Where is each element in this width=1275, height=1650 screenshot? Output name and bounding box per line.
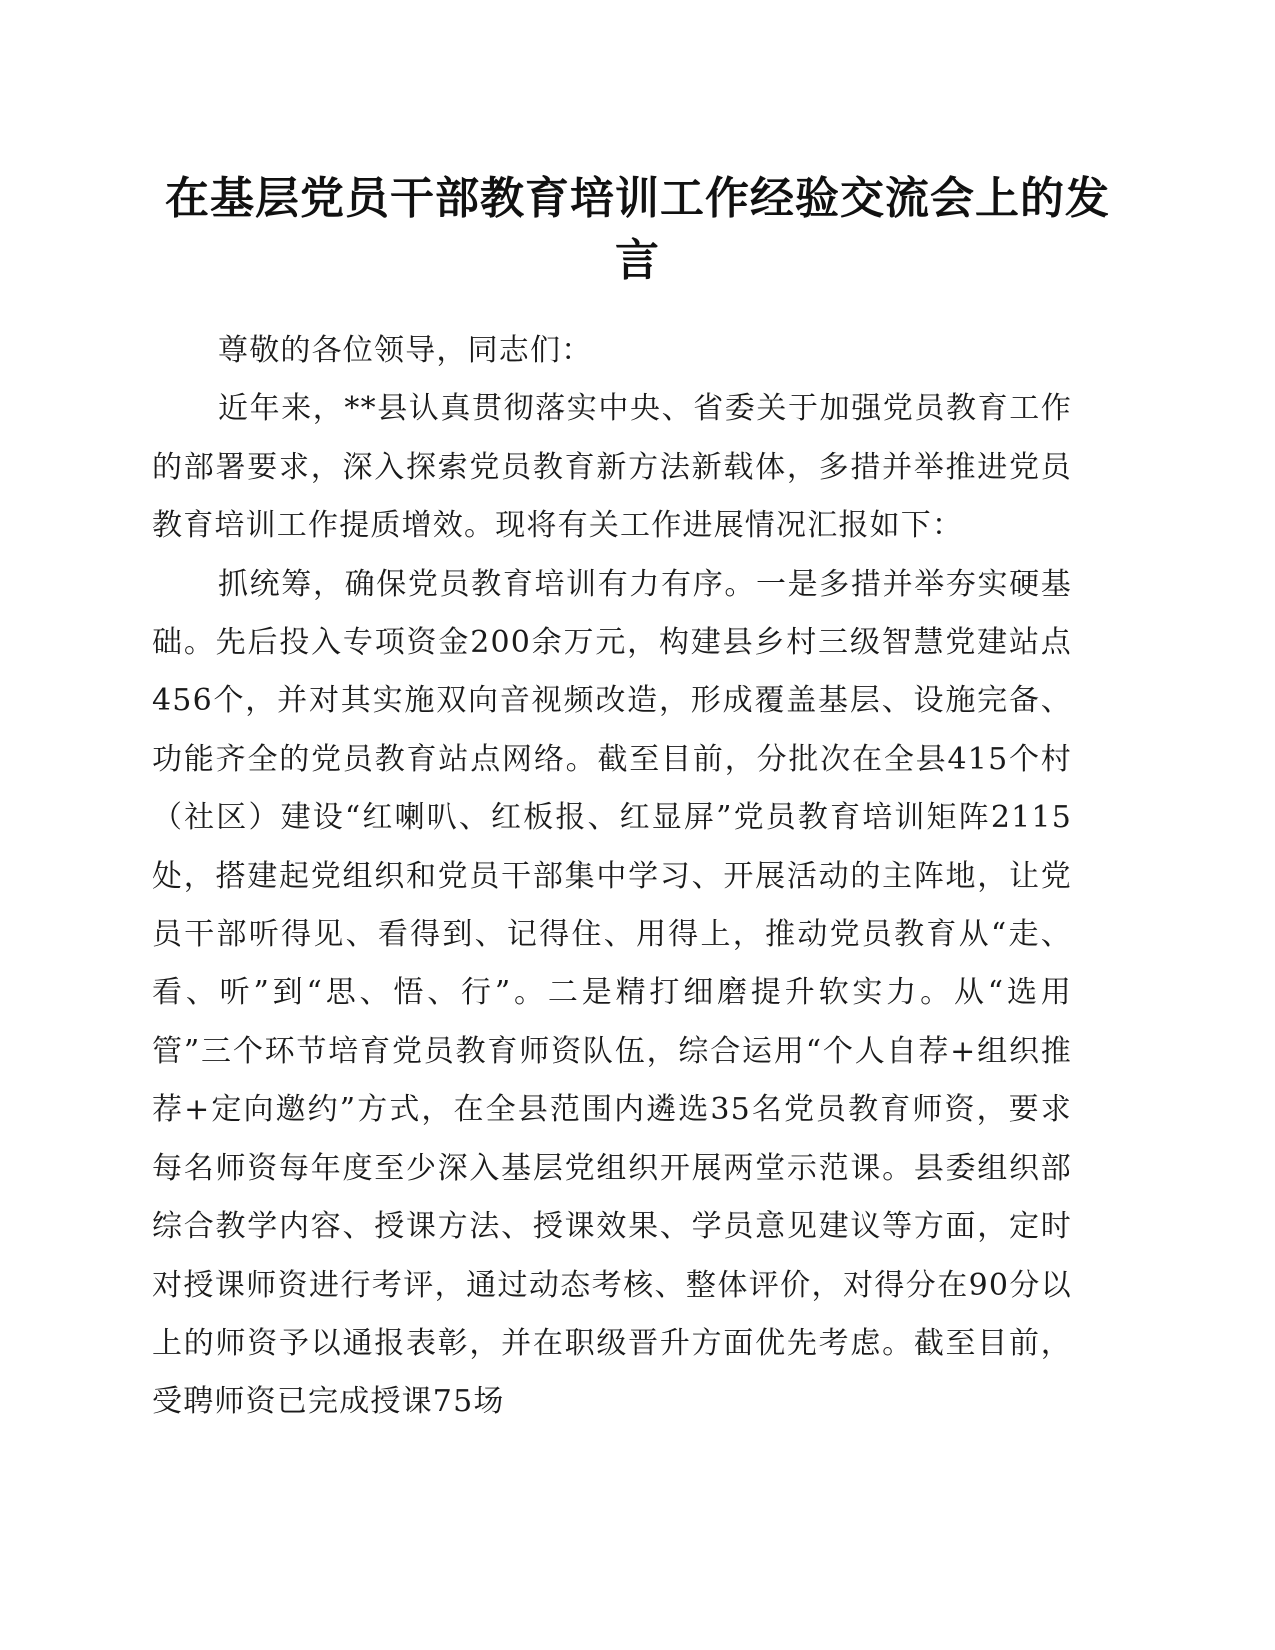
document-body — [152, 322, 1072, 1432]
greeting-paragraph: 尊敬的各位领导，同志们： — [218, 333, 593, 368]
document-title: 在基层党员干部教育培训工作经验交流会上的发言 — [165, 173, 1110, 286]
intro-paragraph: 近年来，**县认真贯彻落实中央、省委关于加强党员教育工作的部署要求，深入探索党员教育新方法新载体，多措并举推进党员教育培训工作提质增效。现将有关工作进展情况汇报如下： — [152, 391, 1072, 544]
body-paragraph: 抓统筹，确保党员教育培训有力有序。一是多措并举夯实硬基础。先后投入专项资金200余万元，构建县乡村三级智慧党建站点456个，并对其实施双向音视频改造，形成覆盖基层、设施完备、功能齐全的党员教育站点网络。截至目前，分批次在全县415个村（社区）建设“红喇叭、红板报、红显屏”党员教育培训矩阵2115处，搭建起党组织和党员干部集中学习、开展活动的主阵地，让党员干部听得见、看得到、记得住、用得上，推动党员教育从“走、看、听”到“思、悟、行”。二是精打细磨提升软实力。从“选用管”三个环节培育党员教育师资队伍，综合运用“个人自荐+组织推荐+定向邀约”方式，在全县范围内遴选35名党员教育师资，要求每名师资每年度至少深入基层党组织开展两堂示范课。县委组织部综合教学内容、授课方法、授课效果、学员意见建议等方面，定时对授课师资进行考评，通过动态考核、整体评价，对得分在90分以上的师资予以通报表彰，并在职级晋升方面优先考虑。截至目前，受聘师资已完成授课75场 — [152, 566, 1072, 1420]
